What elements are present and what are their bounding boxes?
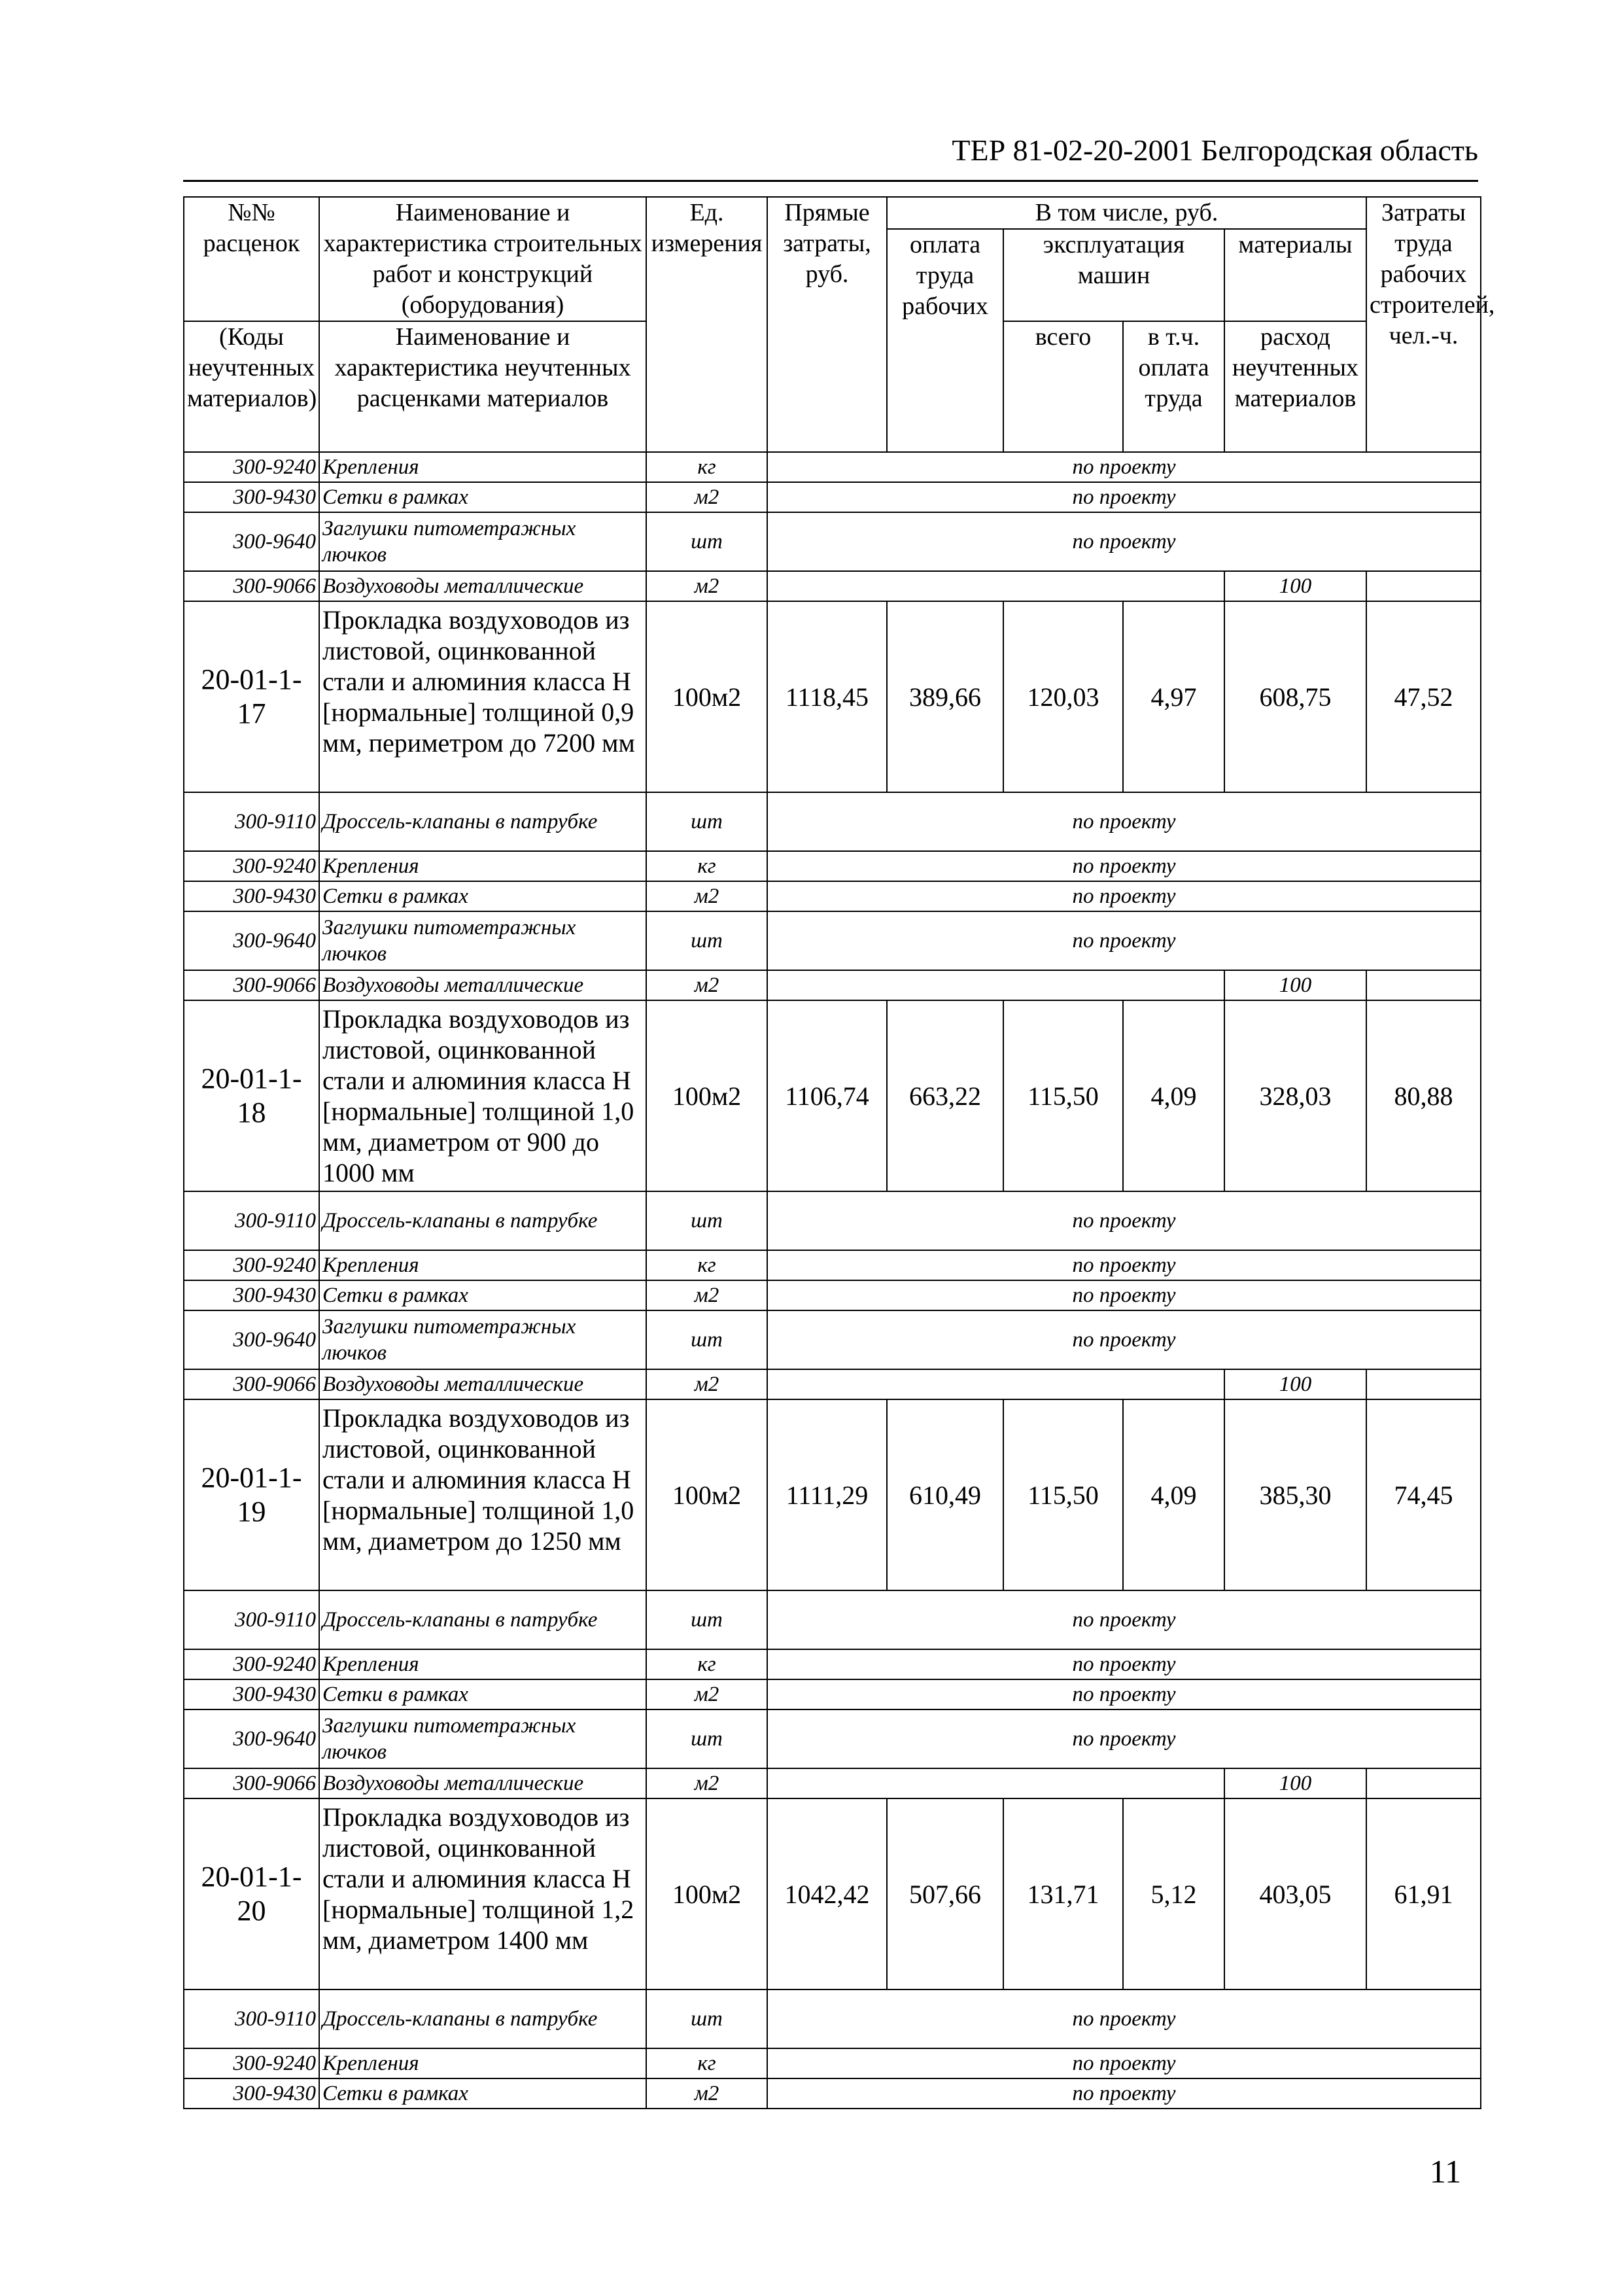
rate-labor-hours: 74,45 <box>1366 1399 1481 1590</box>
material-row <box>184 1369 1481 1399</box>
material-name: Воздуховоды металлические <box>319 1768 646 1798</box>
rate-machines-labor: 4,97 <box>1123 601 1224 792</box>
material-row <box>184 452 1481 482</box>
rate-unit: 100м2 <box>646 1000 767 1191</box>
material-code: 300-9240 <box>184 2048 319 2078</box>
rate-labor-pay: 610,49 <box>887 1399 1003 1590</box>
rate-code: 20-01-1-19 <box>184 1399 319 1590</box>
material-unit: шт <box>646 1310 767 1369</box>
material-code: 300-9640 <box>184 911 319 970</box>
material-row <box>184 571 1481 601</box>
rate-materials: 328,03 <box>1224 1000 1366 1191</box>
material-quantity: по проекту <box>767 1310 1481 1369</box>
material-code: 300-9066 <box>184 1369 319 1399</box>
material-unit: м2 <box>646 881 767 911</box>
rate-materials: 385,30 <box>1224 1399 1366 1590</box>
material-code: 300-9240 <box>184 1649 319 1679</box>
material-unit: кг <box>646 452 767 482</box>
material-name: Сетки в рамках <box>319 1280 646 1310</box>
rate-name: Прокладка воздуховодов из листовой, оцинкованной стали и алюминия класса Н [нормальные] толщиной 1,0 мм, диаметром от 900 до 1000 мм <box>319 1000 646 1191</box>
rate-code: 20-01-1-18 <box>184 1000 319 1191</box>
material-row <box>184 851 1481 881</box>
material-unit: м2 <box>646 1768 767 1798</box>
material-row <box>184 1989 1481 2048</box>
rate-name: Прокладка воздуховодов из листовой, оцинкованной стали и алюминия класса Н [нормальные] толщиной 1,2 мм, диаметром 1400 мм <box>319 1798 646 1989</box>
rates-table <box>183 196 1495 2109</box>
material-code: 300-9240 <box>184 1250 319 1280</box>
material-unit: шт <box>646 512 767 571</box>
material-name: Дроссель-клапаны в патрубке <box>319 1191 646 1250</box>
material-code: 300-9640 <box>184 1709 319 1768</box>
material-row <box>184 1649 1481 1679</box>
material-quantity: по проекту <box>767 512 1481 571</box>
material-quantity: по проекту <box>767 1280 1481 1310</box>
material-name: Сетки в рамках <box>319 2078 646 2109</box>
material-code: 300-9110 <box>184 1191 319 1250</box>
material-unit: шт <box>646 1709 767 1768</box>
material-row <box>184 1280 1481 1310</box>
material-name: Дроссель-клапаны в патрубке <box>319 1989 646 2048</box>
material-row <box>184 2078 1481 2109</box>
material-name: Воздуховоды металлические <box>319 970 646 1000</box>
material-unit: шт <box>646 1989 767 2048</box>
material-unit: шт <box>646 1191 767 1250</box>
material-name: Воздуховоды металлические <box>319 571 646 601</box>
col-header-name: Наименование и характеристика строительных работ и конструкций (оборудования) <box>319 197 646 321</box>
material-row <box>184 1191 1481 1250</box>
col-header-machines-labor: в т.ч. оплата труда <box>1123 321 1224 452</box>
rate-machines-total: 131,71 <box>1003 1798 1123 1989</box>
material-unit: кг <box>646 1649 767 1679</box>
material-name: Сетки в рамках <box>319 881 646 911</box>
material-code: 300-9640 <box>184 512 319 571</box>
col-header-machines: эксплуатация машин <box>1003 229 1224 321</box>
material-quantity: по проекту <box>767 482 1481 512</box>
document-header-title: ТЕР 81-02-20-2001 Белгородская область <box>952 133 1478 167</box>
material-code: 300-9430 <box>184 482 319 512</box>
material-quantity: по проекту <box>767 1590 1481 1649</box>
rate-labor-pay: 663,22 <box>887 1000 1003 1191</box>
rate-machines-labor: 4,09 <box>1123 1000 1224 1191</box>
rate-machines-labor: 4,09 <box>1123 1399 1224 1590</box>
empty-cell <box>1366 1369 1481 1399</box>
material-quantity: по проекту <box>767 2048 1481 2078</box>
material-row <box>184 970 1481 1000</box>
empty-cell <box>767 1768 1224 1798</box>
rate-row <box>184 1798 1481 1989</box>
rate-name: Прокладка воздуховодов из листовой, оцинкованной стали и алюминия класса Н [нормальные] толщиной 0,9 мм, периметром до 7200 мм <box>319 601 646 792</box>
col-header-unit: Ед. измерения <box>646 197 767 452</box>
material-name: Заглушки питометражных лючков <box>319 512 646 571</box>
material-amount: 100 <box>1224 1768 1366 1798</box>
material-name: Воздуховоды металлические <box>319 1369 646 1399</box>
rate-row <box>184 1000 1481 1191</box>
material-code: 300-9430 <box>184 2078 319 2109</box>
material-row <box>184 1679 1481 1709</box>
rate-labor-pay: 389,66 <box>887 601 1003 792</box>
material-unit: кг <box>646 851 767 881</box>
material-name: Крепления <box>319 1250 646 1280</box>
material-amount: 100 <box>1224 1369 1366 1399</box>
material-unit: м2 <box>646 2078 767 2109</box>
material-code: 300-9066 <box>184 1768 319 1798</box>
material-name: Крепления <box>319 452 646 482</box>
material-name: Дроссель-клапаны в патрубке <box>319 1590 646 1649</box>
rate-labor-pay: 507,66 <box>887 1798 1003 1989</box>
table-body <box>184 452 1481 2109</box>
rate-row <box>184 1399 1481 1590</box>
material-code: 300-9066 <box>184 970 319 1000</box>
empty-cell <box>1366 970 1481 1000</box>
col-header-labor-hours: Затраты труда рабочих строителей, чел.-ч. <box>1366 197 1481 452</box>
material-quantity: по проекту <box>767 851 1481 881</box>
rate-name: Прокладка воздуховодов из листовой, оцинкованной стали и алюминия класса Н [нормальные] толщиной 1,0 мм, диаметром до 1250 мм <box>319 1399 646 1590</box>
material-code: 300-9430 <box>184 1280 319 1310</box>
rate-code: 20-01-1-17 <box>184 601 319 792</box>
material-unit: кг <box>646 2048 767 2078</box>
material-code: 300-9110 <box>184 792 319 851</box>
rate-direct-cost: 1042,42 <box>767 1798 887 1989</box>
rate-direct-cost: 1111,29 <box>767 1399 887 1590</box>
material-unit: кг <box>646 1250 767 1280</box>
col-header-machines-total: всего <box>1003 321 1123 452</box>
material-unit: м2 <box>646 1679 767 1709</box>
material-code: 300-9430 <box>184 1679 319 1709</box>
material-unit: м2 <box>646 970 767 1000</box>
table-header <box>184 197 1495 452</box>
material-quantity: по проекту <box>767 1250 1481 1280</box>
col-header-direct-cost: Прямые затраты, руб. <box>767 197 887 452</box>
material-row <box>184 911 1481 970</box>
material-name: Крепления <box>319 1649 646 1679</box>
col-header-including: В том числе, руб. <box>887 197 1366 229</box>
col-header-code: №№ расценок <box>184 197 319 321</box>
material-row <box>184 1310 1481 1369</box>
rate-machines-labor: 5,12 <box>1123 1798 1224 1989</box>
material-row <box>184 512 1481 571</box>
empty-cell <box>1366 571 1481 601</box>
rate-labor-hours: 80,88 <box>1366 1000 1481 1191</box>
material-quantity: по проекту <box>767 1679 1481 1709</box>
material-quantity: по проекту <box>767 881 1481 911</box>
material-row <box>184 881 1481 911</box>
rate-unit: 100м2 <box>646 1399 767 1590</box>
material-unit: м2 <box>646 571 767 601</box>
material-unit: шт <box>646 1590 767 1649</box>
rate-row <box>184 601 1481 792</box>
rate-materials: 608,75 <box>1224 601 1366 792</box>
rate-labor-hours: 61,91 <box>1366 1798 1481 1989</box>
empty-cell <box>767 1369 1224 1399</box>
material-name: Сетки в рамках <box>319 482 646 512</box>
material-row <box>184 1768 1481 1798</box>
material-quantity: по проекту <box>767 1191 1481 1250</box>
empty-cell <box>767 571 1224 601</box>
rate-direct-cost: 1118,45 <box>767 601 887 792</box>
material-amount: 100 <box>1224 571 1366 601</box>
material-code: 300-9430 <box>184 881 319 911</box>
material-name: Крепления <box>319 2048 646 2078</box>
material-name: Дроссель-клапаны в патрубке <box>319 792 646 851</box>
material-code: 300-9110 <box>184 1989 319 2048</box>
material-name: Заглушки питометражных лючков <box>319 911 646 970</box>
material-quantity: по проекту <box>767 1649 1481 1679</box>
rate-labor-hours: 47,52 <box>1366 601 1481 792</box>
material-code: 300-9110 <box>184 1590 319 1649</box>
material-unit: шт <box>646 911 767 970</box>
material-amount: 100 <box>1224 970 1366 1000</box>
empty-cell <box>1366 1768 1481 1798</box>
material-code: 300-9640 <box>184 1310 319 1369</box>
material-code: 300-9240 <box>184 851 319 881</box>
material-name: Сетки в рамках <box>319 1679 646 1709</box>
material-quantity: по проекту <box>767 792 1481 851</box>
material-unit: м2 <box>646 1280 767 1310</box>
material-quantity: по проекту <box>767 1709 1481 1768</box>
material-name: Крепления <box>319 851 646 881</box>
rate-materials: 403,05 <box>1224 1798 1366 1989</box>
material-unit: м2 <box>646 1369 767 1399</box>
material-unit: шт <box>646 792 767 851</box>
header-rule <box>183 180 1478 182</box>
rate-unit: 100м2 <box>646 601 767 792</box>
rate-direct-cost: 1106,74 <box>767 1000 887 1191</box>
material-quantity: по проекту <box>767 1989 1481 2048</box>
material-quantity: по проекту <box>767 911 1481 970</box>
material-name: Заглушки питометражных лючков <box>319 1709 646 1768</box>
material-row <box>184 482 1481 512</box>
col-header-labor-pay: оплата труда рабочих <box>887 229 1003 452</box>
col-header-code-sub: (Коды неучтенных материалов) <box>184 321 319 452</box>
page-number: 11 <box>1429 2153 1462 2190</box>
rate-machines-total: 115,50 <box>1003 1000 1123 1191</box>
col-header-materials: материалы <box>1224 229 1366 321</box>
material-quantity: по проекту <box>767 452 1481 482</box>
material-row <box>184 1709 1481 1768</box>
material-row <box>184 2048 1481 2078</box>
empty-cell <box>767 970 1224 1000</box>
material-name: Заглушки питометражных лючков <box>319 1310 646 1369</box>
material-quantity: по проекту <box>767 2078 1481 2109</box>
rate-unit: 100м2 <box>646 1798 767 1989</box>
material-row <box>184 1590 1481 1649</box>
material-code: 300-9066 <box>184 571 319 601</box>
rate-machines-total: 115,50 <box>1003 1399 1123 1590</box>
rate-machines-total: 120,03 <box>1003 601 1123 792</box>
col-header-materials-sub: расход неучтенных материалов <box>1224 321 1366 452</box>
material-row <box>184 792 1481 851</box>
material-unit: м2 <box>646 482 767 512</box>
material-row <box>184 1250 1481 1280</box>
col-header-name-sub: Наименование и характеристика неучтенных расценками материалов <box>319 321 646 452</box>
rate-code: 20-01-1-20 <box>184 1798 319 1989</box>
material-code: 300-9240 <box>184 452 319 482</box>
